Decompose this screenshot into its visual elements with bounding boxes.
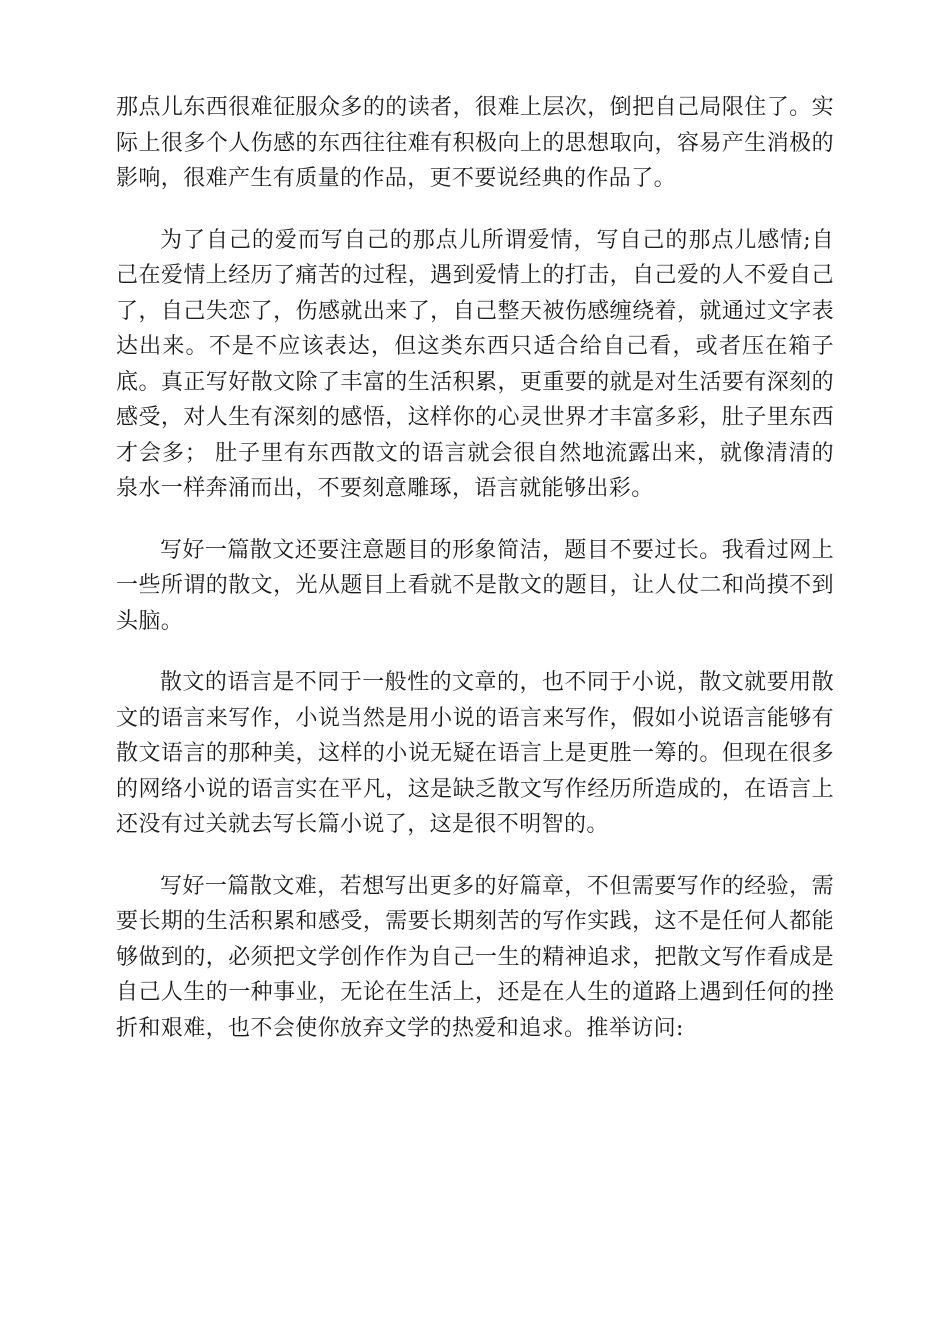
paragraph-3: 写好一篇散文还要注意题目的形象简洁，题目不要过长。我看过网上一些所谓的散文，光从题目上看就不是散文的题目，让人仗二和尚摸不到头脑。 [116,537,834,634]
document-body [116,90,834,1072]
paragraph-5: 写好一篇散文难，若想写出更多的好篇章，不但需要写作的经验，需要长期的生活积累和感受，需要长期刻苦的写作实践，这不是任何人都能够做到的，必须把文学创作作为自己一生的精神追求，把散文写作看成是自己人生的一种事业，无论在生活上，还是在人生的道路上遇到任何的挫折和艰难，也不会使你放弃文学的热爱和追求。推举访问: [116,873,834,1041]
paragraph-4: 散文的语言是不同于一般性的文章的，也不同于小说，散文就要用散文的语言来写作，小说当然是用小说的语言来写作，假如小说语言能够有散文语言的那种美，这样的小说无疑在语言上是更胜一筹的。但现在很多的网络小说的语言实在平凡，这是缺乏散文写作经历所造成的，在语言上还没有过关就去写长篇小说了，这是很不明智的。 [116,670,834,837]
paragraph-2: 为了自己的爱而写自己的那点儿所谓爱情，写自己的那点儿感情;自己在爱情上经历了痛苦的过程，遇到爱情上的打击，自己爱的人不爱自己了，自己失恋了，伤感就出来了，自己整天被伤感缠绕着，就通过文字表达出来。不是不应该表达，但这类东西只适合给自己看，或者压在箱子底。真正写好散文除了丰富的生活积累，更重要的就是对生活要有深刻的感受，对人生有深刻的感悟，这样你的心灵世界才丰富多彩，肚子里东西才会多； 肚子里有东西散文的语言就会很自然地流露出来，就像清清的泉水一样奔涌而出，不要刻意雕琢，语言就能够出彩。 [116,227,834,501]
paragraph-1: 那点儿东西很难征服众多的的读者，很难上层次，倒把自己局限住了。实际上很多个人伤感的东西往往难有积极向上的思想取向，容易产生消极的影响，很难产生有质量的作品，更不要说经典的作品了。 [116,95,834,191]
